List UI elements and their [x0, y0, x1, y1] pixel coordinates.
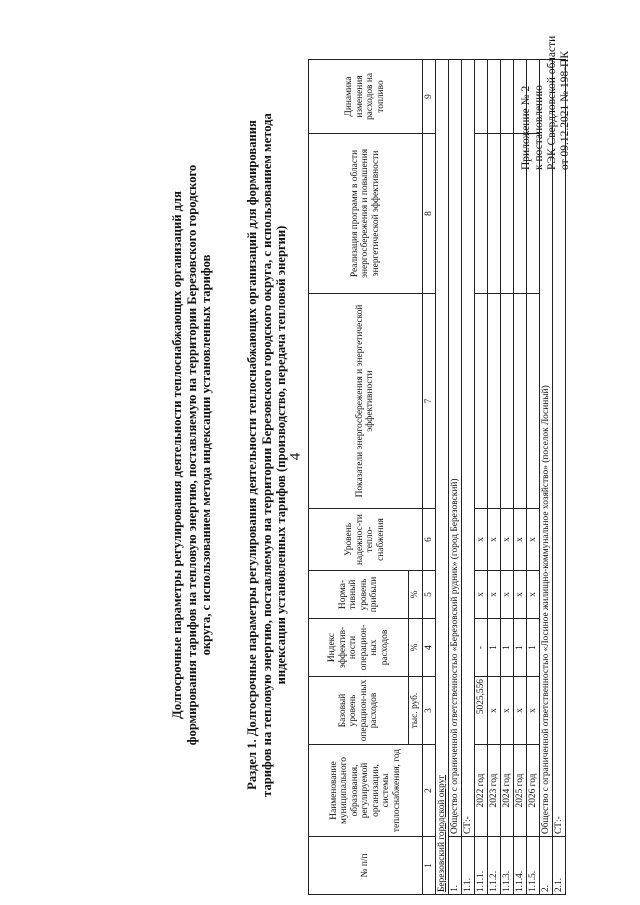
system-row: [553, 60, 566, 895]
column-number: 6: [422, 509, 436, 571]
row-number: 2.1.: [553, 837, 566, 895]
organization-row: [540, 60, 553, 895]
table-row: [488, 60, 501, 895]
base-cell: х: [501, 677, 514, 745]
row-number: 1.1.2.: [488, 837, 501, 895]
table-row: [475, 60, 488, 895]
system-name: СТ:-: [553, 60, 566, 837]
column-number: 8: [422, 134, 436, 294]
reliability-cell: х: [514, 509, 527, 571]
organization-row: [449, 60, 462, 895]
municipality-name: Березовский городской округ: [436, 60, 449, 895]
row-number: 1.1.5.: [527, 837, 540, 895]
column-number: 9: [422, 60, 436, 134]
header-cell: Уровень надежнос-ти тепло-снабжения: [309, 509, 423, 571]
column-number: 5: [422, 571, 436, 619]
column-number: 1: [422, 837, 436, 895]
profit-cell: х: [514, 571, 527, 619]
header-cell: Наименование муниципального образования, регулируемой организации, системы теплоснабжения, год: [309, 745, 423, 837]
parameters-table: [308, 59, 566, 895]
column-number: 4: [422, 619, 436, 677]
header-cell: Динамика изменения расходов на топливо: [309, 60, 423, 134]
column-number: 7: [422, 294, 436, 509]
empty-cell: [514, 60, 527, 134]
empty-cell: [475, 294, 488, 509]
organization-name: Общество с ограниченной ответственностью «Березовский рудник» (город Березовский): [449, 60, 462, 837]
profit-cell: х: [527, 571, 540, 619]
table-row: [514, 60, 527, 895]
table-row: [501, 60, 514, 895]
document-title: Долгосрочные параметры регулирования деятельности теплоснабжающих организаций для формирования тарифов на тепловую энергию, поставляемую на территории Березовского городского округа, с использованием метода индексации установленных тарифов: [170, 164, 213, 746]
organization-name: Общество с ограниченной ответственностью «Лосиное жилищно-коммунальное хозяйство» (поселок Лосиный): [540, 60, 553, 837]
header-cell: № п/п: [309, 837, 423, 895]
appendix-line: от 09.12.2021 № 198-ПК: [559, 50, 571, 170]
reliability-cell: х: [527, 509, 540, 571]
table-column-numbers-row: [422, 60, 436, 895]
row-number: 1.1.: [462, 837, 475, 895]
index-cell: 1: [501, 619, 514, 677]
parameters-table-wrap: [308, 60, 566, 895]
base-cell: х: [527, 677, 540, 745]
base-cell: 5025,556: [475, 677, 488, 745]
row-number: 1.1.4.: [514, 837, 527, 895]
empty-cell: [527, 134, 540, 294]
row-number: 1.1.3.: [501, 837, 514, 895]
year-cell: 2025 год: [514, 745, 527, 837]
appendix-line: к постановлению: [533, 85, 545, 170]
index-cell: -: [475, 619, 488, 677]
appendix-line: Приложение № 2: [520, 85, 532, 170]
page-number: 4: [287, 452, 304, 461]
base-cell: х: [488, 677, 501, 745]
municipality-row: [436, 60, 449, 895]
empty-cell: [514, 134, 527, 294]
table-header-row: [309, 60, 409, 895]
empty-cell: [488, 294, 501, 509]
row-number: 1.1.1.: [475, 837, 488, 895]
reliability-cell: х: [488, 509, 501, 571]
empty-cell: [475, 60, 488, 134]
empty-cell: [501, 134, 514, 294]
empty-cell: [514, 294, 527, 509]
unit-cell: %: [409, 571, 423, 619]
unit-cell: %: [409, 619, 423, 677]
index-cell: 1: [514, 619, 527, 677]
profit-cell: х: [501, 571, 514, 619]
empty-cell: [527, 294, 540, 509]
appendix-line: РЭК Свердловской области: [546, 35, 558, 170]
empty-cell: [475, 134, 488, 294]
column-number: 3: [422, 677, 436, 745]
year-cell: 2022 год: [475, 745, 488, 837]
header-cell: Индекс эффектив-ности операцион-ных расходов: [309, 619, 409, 677]
section-title: Раздел 1. Долгосрочные параметры регулирования деятельности теплоснабжающих организаций для формирования тарифов на тепловую энергию, поставляемую на территории Березовского городского округа, с использованием метода индексации установленных тарифов (производство, передача тепловой энергии): [245, 113, 288, 797]
system-name: СТ:-: [462, 60, 475, 837]
table-row: [527, 60, 540, 895]
profit-cell: х: [475, 571, 488, 619]
reliability-cell: х: [501, 509, 514, 571]
empty-cell: [501, 60, 514, 134]
reliability-cell: х: [475, 509, 488, 571]
column-number: 2: [422, 745, 436, 837]
year-cell: 2024 год: [501, 745, 514, 837]
row-number: 2.: [540, 837, 553, 895]
base-cell: х: [514, 677, 527, 745]
empty-cell: [488, 60, 501, 134]
year-cell: 2026 год: [527, 745, 540, 837]
empty-cell: [488, 134, 501, 294]
empty-cell: [527, 60, 540, 134]
empty-cell: [501, 294, 514, 509]
index-cell: 1: [488, 619, 501, 677]
header-cell: Реализация программ в области энергосбережения и повышения энергетической эффективности: [309, 134, 423, 294]
year-cell: 2023 год: [488, 745, 501, 837]
header-cell: Норма-тивный уровень прибыли: [309, 571, 409, 619]
system-row: [462, 60, 475, 895]
header-cell: Показатели энергосбережения и энергетической эффективности: [309, 294, 423, 509]
header-cell: Базовый уровень операцион-ных расходов: [309, 677, 409, 745]
index-cell: 1: [527, 619, 540, 677]
profit-cell: х: [488, 571, 501, 619]
unit-cell: тыс. руб.: [409, 677, 423, 745]
row-number: 1.: [449, 837, 462, 895]
